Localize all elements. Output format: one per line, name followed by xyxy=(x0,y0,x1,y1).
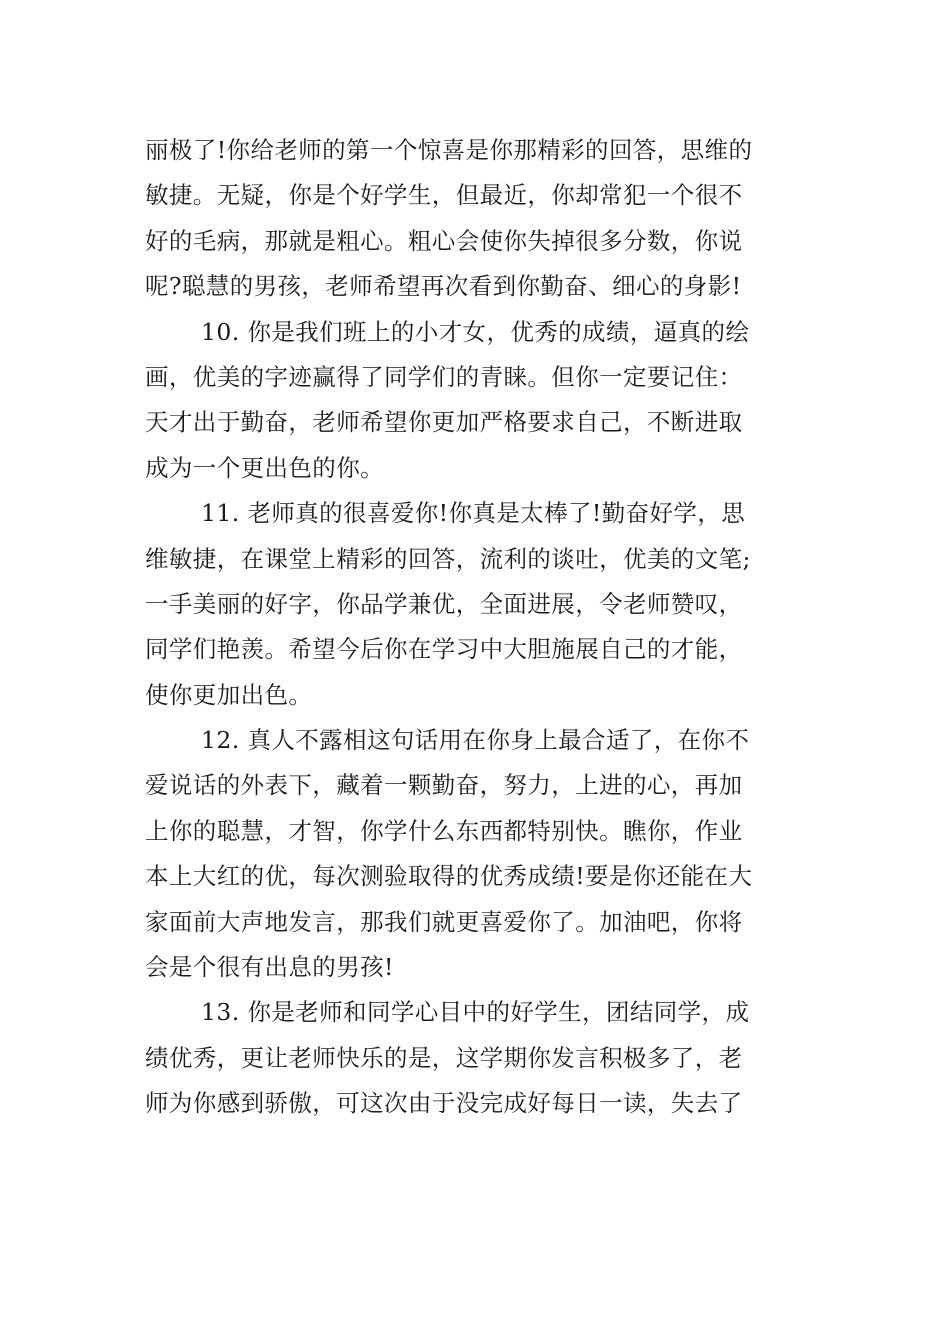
text-line: 丽极了!你给老师的第一个惊喜是你那精彩的回答，思维的 xyxy=(145,136,753,164)
document-body xyxy=(145,128,815,1127)
text-line: 呢?聪慧的男孩，老师希望再次看到你勤奋、细心的身影! xyxy=(145,272,742,301)
paragraph-continued xyxy=(145,128,815,310)
text-line: 天才出于勤奋，老师希望你更加严格要求自己，不断进取 xyxy=(145,408,743,437)
paragraph-13 xyxy=(145,990,815,1126)
text-line: 上你的聪慧，才智，你学什么东西都特别快。瞧你，作业 xyxy=(145,816,743,845)
text-line: 成为一个更出色的你。 xyxy=(145,453,384,482)
text-line: 爱说话的外表下，藏着一颗勤奋，努力，上进的心，再加 xyxy=(145,771,743,800)
paragraph-11 xyxy=(145,491,815,718)
text-line: 会是个很有出息的男孩! xyxy=(145,953,394,982)
text-line: 师为你感到骄傲，可这次由于没完成好每日一读，失去了 xyxy=(145,1089,743,1118)
text-line: 敏捷。无疑，你是个好学生，但最近，你却常犯一个很不 xyxy=(145,181,743,210)
text-line: 画，优美的字迹赢得了同学们的青睐。但你一定要记住： xyxy=(145,362,743,391)
text-line: 维敏捷，在课堂上精彩的回答，流利的谈吐，优美的文笔; xyxy=(145,544,751,573)
text-line: 好的毛病，那就是粗心。粗心会使你失掉很多分数，你说 xyxy=(145,226,743,255)
text-line: 同学们艳羡。希望今后你在学习中大胆施展自己的才能， xyxy=(145,635,743,664)
text-line: 10. 你是我们班上的小才女，优秀的成绩，逼真的绘 xyxy=(201,317,750,346)
text-line: 家面前大声地发言，那我们就更喜爱你了。加油吧，你将 xyxy=(145,907,743,936)
text-line: 12. 真人不露相这句话用在你身上最合适了，在你不 xyxy=(201,726,750,755)
paragraph-10 xyxy=(145,310,815,492)
text-line: 11. 老师真的很喜爱你!你真是太棒了!勤奋好学，思 xyxy=(201,499,746,528)
text-line: 13. 你是老师和同学心目中的好学生，团结同学，成 xyxy=(201,998,750,1027)
text-line: 使你更加出色。 xyxy=(145,680,313,709)
text-line: 本上大红的优，每次测验取得的优秀成绩!要是你还能在大 xyxy=(145,862,753,891)
text-line: 绩优秀，更让老师快乐的是，这学期你发言积极多了，老 xyxy=(145,1043,743,1072)
text-line: 一手美丽的好字，你品学兼优，全面进展，令老师赞叹， xyxy=(145,589,743,618)
paragraph-12 xyxy=(145,718,815,990)
